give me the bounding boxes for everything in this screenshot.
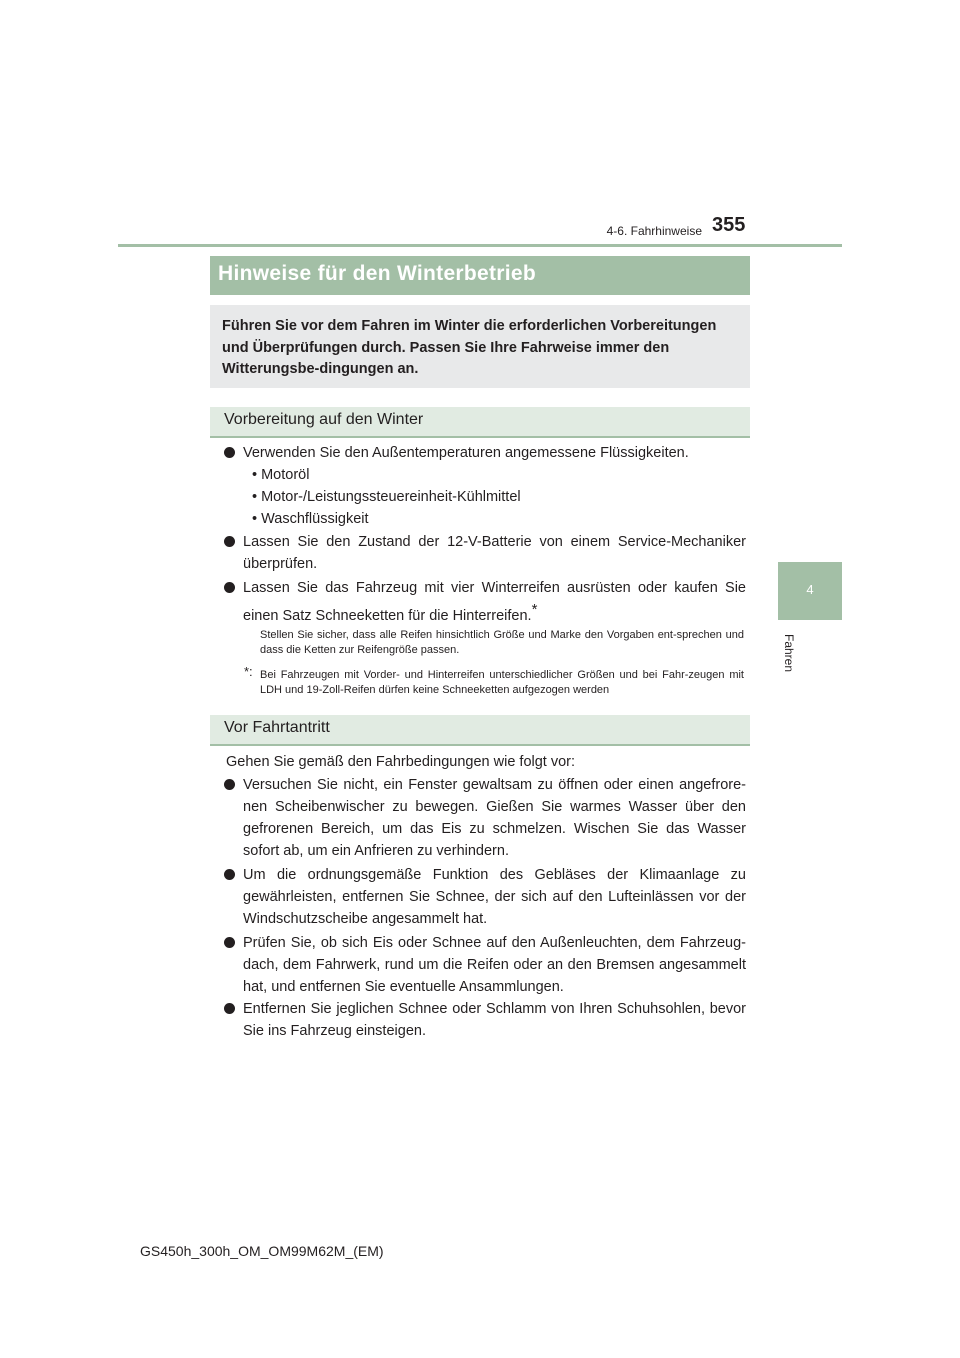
sub-item: • Motoröl <box>252 467 310 483</box>
list-item-text <box>224 577 746 627</box>
tire-note: Stellen Sie sicher, dass alle Reifen hinsichtlich Größe und Marke den Vorgaben ent-sprechen und dass die Ketten zur Reifengröße passen. <box>260 629 744 656</box>
list-item-text: Lassen Sie den Zustand der 12-V-Batterie von einem Service-Mechaniker überprüfen. <box>243 534 746 572</box>
chapter-number: 4 <box>806 582 814 597</box>
asterisk-marker: * <box>531 601 538 618</box>
list-item <box>224 577 746 627</box>
list-item <box>224 531 746 575</box>
section-heading-text: Vorbereitung auf den Winter <box>224 411 424 428</box>
bullet-dot <box>224 937 235 948</box>
section-title: 4-6. Fahrhinweise <box>606 224 702 238</box>
footnote-marker: *: <box>244 664 253 679</box>
page-number: 355 <box>712 214 746 236</box>
section-heading-text: Vor Fahrtantritt <box>224 719 330 736</box>
list-item <box>224 998 746 1042</box>
bullet-dot <box>224 779 235 790</box>
sub-item: • Waschflüssigkeit <box>252 511 369 527</box>
footnote-text: Bei Fahrzeugen mit Vorder- und Hinterreifen unterschiedlicher Größen und bei Fahr-zeugen mit LDH und 19-Zoll-Reifen dürfen keine Schneeketten aufgezogen werden <box>260 669 744 696</box>
list-item-text: Verwenden Sie den Außentemperaturen angemessene Flüssigkeiten. <box>243 445 689 461</box>
list-item-text: Prüfen Sie, ob sich Eis oder Schnee auf den Außenleuchten, dem Fahrzeug-dach, dem Fahrwerk, rund um die Reifen oder an den Bremsen angesammelt hat, und entfernen Sie eventuelle Ansammlungen. <box>243 935 746 995</box>
list-item <box>224 864 746 930</box>
bullet-dot <box>224 582 235 593</box>
intro-text: Führen Sie vor dem Fahren im Winter die erforderlichen Vorbereitungen und Überprüfungen durch. Passen Sie Ihre Fahrweise immer den Witterungsbe-dingungen an. <box>222 318 717 377</box>
bullet-dot <box>224 447 235 458</box>
intro-box <box>210 305 750 388</box>
list-item <box>224 442 746 464</box>
section-heading-before-driving <box>210 715 750 746</box>
chapter-tab <box>778 562 842 620</box>
section-heading-winter-prep <box>210 407 750 438</box>
list-item <box>224 774 746 862</box>
bullet-dot <box>224 536 235 547</box>
bullet-dot <box>224 1003 235 1014</box>
document-code: GS450h_300h_OM_OM99M62M_(EM) <box>140 1243 384 1259</box>
sub-item: • Motor-/Leistungssteuereinheit-Kühlmittel <box>252 489 521 505</box>
bullet-dot <box>224 869 235 880</box>
list-item <box>224 932 746 998</box>
section-lead-text: Gehen Sie gemäß den Fahrbedingungen wie folgt vor: <box>226 754 576 770</box>
list-item-text-body: Lassen Sie das Fahrzeug mit vier Winterreifen ausrüsten oder kaufen Sie einen Satz Schneeketten für die Hinterreifen. <box>243 580 746 624</box>
header-divider <box>118 244 842 247</box>
list-item-text: Versuchen Sie nicht, ein Fenster gewaltsam zu öffnen oder einen angefrore-nen Scheibenwischer zu bewegen. Gießen Sie warmes Wasser über den gefrorenen Bereich, um das Eis zu schmelzen. Wischen Sie das Wasser sofort ab, um ein Anfrieren zu verhindern. <box>243 777 746 859</box>
chapter-label: Fahren <box>782 634 796 673</box>
chapter-label-container <box>782 634 842 673</box>
list-item-text: Um die ordnungsgemäße Funktion des Gebläses der Klimaanlage zu gewährleisten, entfernen Sie Schnee, der sich auf den Lufteinlässen vor der Windschutzscheibe angesammelt hat. <box>243 867 746 927</box>
list-item-text: Entfernen Sie jeglichen Schnee oder Schlamm von Ihren Schuhsohlen, bevor Sie ins Fahrzeug einsteigen. <box>243 1001 746 1039</box>
page-title-bar <box>210 256 750 295</box>
page-title: Hinweise für den Winterbetrieb <box>218 262 537 285</box>
